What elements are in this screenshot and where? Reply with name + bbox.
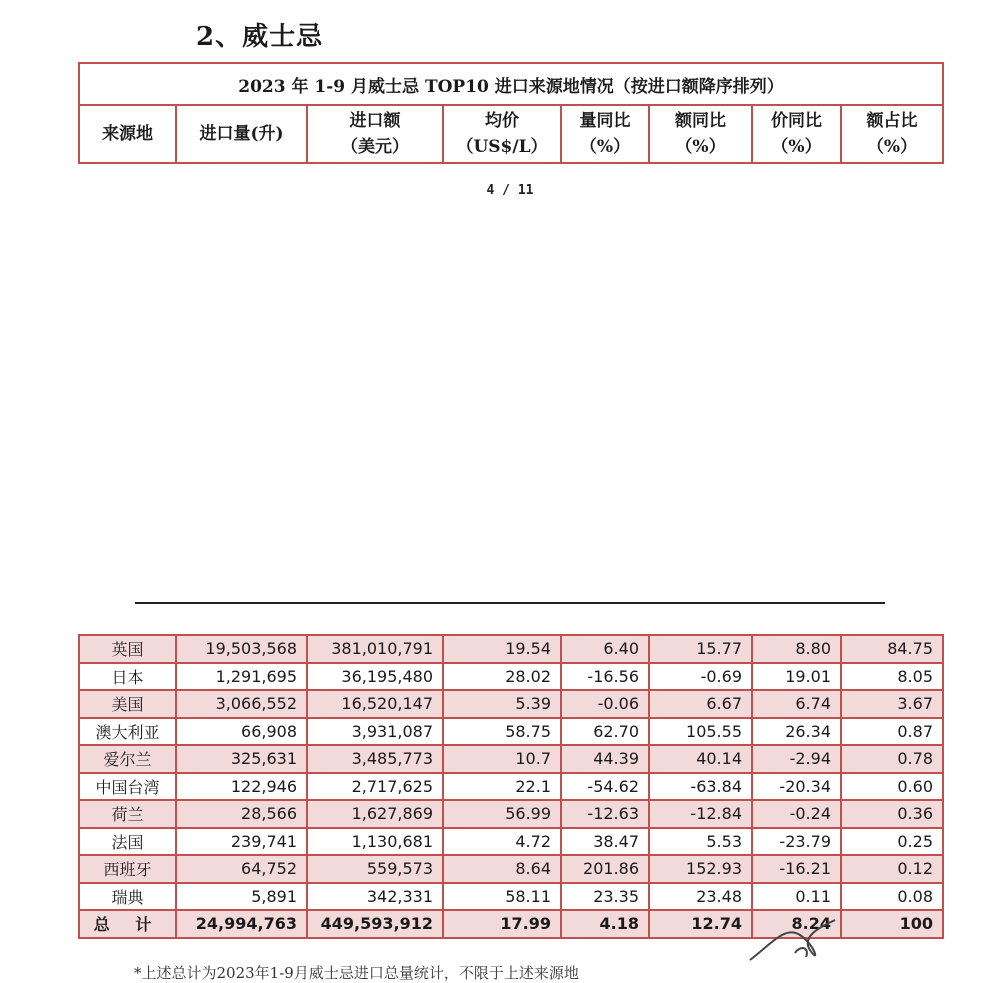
cell-amount: 559,573 [307, 855, 443, 883]
cell-share: 84.75 [841, 635, 943, 663]
pen-scribble [740, 905, 840, 975]
table-row [79, 690, 943, 718]
cell-avg-price: 22.1 [443, 773, 561, 801]
cell-price-yoy: -0.24 [752, 800, 841, 828]
column-header: 额占比 （%） [841, 105, 943, 163]
column-header: 均价 （US$/L） [443, 105, 561, 163]
cell-source: 爱尔兰 [79, 745, 176, 773]
column-header: 量同比 （%） [561, 105, 649, 163]
cell-price-yoy: 0.11 [752, 883, 841, 911]
table-row [79, 745, 943, 773]
cell-source: 西班牙 [79, 855, 176, 883]
cell-volume: 66,908 [176, 718, 307, 746]
cell-price-yoy: -2.94 [752, 745, 841, 773]
cell-amt-yoy: -63.84 [649, 773, 752, 801]
table-row [79, 800, 943, 828]
column-header: 进口量(升) [176, 105, 307, 163]
data-table [78, 634, 944, 939]
cell-share: 100 [841, 910, 943, 938]
cell-source: 中国台湾 [79, 773, 176, 801]
cell-amount: 381,010,791 [307, 635, 443, 663]
cell-amt-yoy: 40.14 [649, 745, 752, 773]
column-header: 来源地 [79, 105, 176, 163]
cell-share: 3.67 [841, 690, 943, 718]
cell-share: 8.05 [841, 663, 943, 691]
cell-share: 0.60 [841, 773, 943, 801]
cell-vol-yoy: 38.47 [561, 828, 649, 856]
cell-vol-yoy: 6.40 [561, 635, 649, 663]
cell-source: 澳大利亚 [79, 718, 176, 746]
cell-source: 英国 [79, 635, 176, 663]
footnote: *上述总计为2023年1-9月威士忌进口总量统计，不限于上述来源地 [134, 964, 579, 982]
cell-avg-price: 10.7 [443, 745, 561, 773]
cell-avg-price: 5.39 [443, 690, 561, 718]
cell-amt-yoy: 15.77 [649, 635, 752, 663]
cell-vol-yoy: -54.62 [561, 773, 649, 801]
cell-price-yoy: -23.79 [752, 828, 841, 856]
cell-avg-price: 8.64 [443, 855, 561, 883]
cell-amt-yoy: -12.84 [649, 800, 752, 828]
cell-price-yoy: 8.24 [752, 910, 841, 938]
table-row [79, 855, 943, 883]
cell-avg-price: 56.99 [443, 800, 561, 828]
cell-amt-yoy: 105.55 [649, 718, 752, 746]
cell-avg-price: 4.72 [443, 828, 561, 856]
cell-avg-price: 28.02 [443, 663, 561, 691]
column-header: 额同比 （%） [649, 105, 752, 163]
cell-volume: 3,066,552 [176, 690, 307, 718]
cell-amount: 449,593,912 [307, 910, 443, 938]
cell-volume: 325,631 [176, 745, 307, 773]
page-divider [135, 602, 885, 604]
cell-volume: 239,741 [176, 828, 307, 856]
cell-source: 美国 [79, 690, 176, 718]
cell-vol-yoy: -16.56 [561, 663, 649, 691]
cell-amount: 2,717,625 [307, 773, 443, 801]
cell-share: 0.78 [841, 745, 943, 773]
cell-vol-yoy: 4.18 [561, 910, 649, 938]
cell-price-yoy: -20.34 [752, 773, 841, 801]
page-number: 4 / 11 [486, 183, 534, 198]
cell-vol-yoy: 44.39 [561, 745, 649, 773]
cell-volume: 1,291,695 [176, 663, 307, 691]
cell-amount: 3,931,087 [307, 718, 443, 746]
cell-amt-yoy: 5.53 [649, 828, 752, 856]
table-row [79, 773, 943, 801]
cell-avg-price: 58.75 [443, 718, 561, 746]
cell-amt-yoy: 23.48 [649, 883, 752, 911]
cell-volume: 64,752 [176, 855, 307, 883]
cell-amount: 1,130,681 [307, 828, 443, 856]
cell-avg-price: 17.99 [443, 910, 561, 938]
cell-amt-yoy: 6.67 [649, 690, 752, 718]
cell-share: 0.12 [841, 855, 943, 883]
cell-price-yoy: 8.80 [752, 635, 841, 663]
cell-vol-yoy: 23.35 [561, 883, 649, 911]
table-row [79, 663, 943, 691]
cell-volume: 24,994,763 [176, 910, 307, 938]
cell-price-yoy: -16.21 [752, 855, 841, 883]
cell-vol-yoy: 62.70 [561, 718, 649, 746]
cell-source: 瑞典 [79, 883, 176, 911]
cell-volume: 5,891 [176, 883, 307, 911]
cell-amount: 3,485,773 [307, 745, 443, 773]
cell-source: 荷兰 [79, 800, 176, 828]
table-row [79, 718, 943, 746]
section-heading: 2、威士忌 [196, 22, 324, 52]
cell-volume: 19,503,568 [176, 635, 307, 663]
cell-amt-yoy: 12.74 [649, 910, 752, 938]
column-header: 价同比 （%） [752, 105, 841, 163]
cell-share: 0.25 [841, 828, 943, 856]
cell-vol-yoy: 201.86 [561, 855, 649, 883]
cell-share: 0.87 [841, 718, 943, 746]
cell-amount: 1,627,869 [307, 800, 443, 828]
cell-price-yoy: 19.01 [752, 663, 841, 691]
cell-avg-price: 58.11 [443, 883, 561, 911]
header-table [78, 62, 944, 164]
cell-source: 总 计 [79, 910, 176, 938]
cell-amt-yoy: -0.69 [649, 663, 752, 691]
cell-amount: 16,520,147 [307, 690, 443, 718]
cell-amount: 342,331 [307, 883, 443, 911]
cell-source: 日本 [79, 663, 176, 691]
table-row [79, 828, 943, 856]
cell-source: 法国 [79, 828, 176, 856]
cell-share: 0.08 [841, 883, 943, 911]
cell-amt-yoy: 152.93 [649, 855, 752, 883]
cell-volume: 122,946 [176, 773, 307, 801]
cell-volume: 28,566 [176, 800, 307, 828]
column-header: 进口额 （美元） [307, 105, 443, 163]
cell-vol-yoy: -12.63 [561, 800, 649, 828]
table-title: 2023 年 1-9 月威士忌 TOP10 进口来源地情况（按进口额降序排列） [79, 63, 943, 105]
cell-avg-price: 19.54 [443, 635, 561, 663]
cell-price-yoy: 6.74 [752, 690, 841, 718]
cell-price-yoy: 26.34 [752, 718, 841, 746]
table-row [79, 635, 943, 663]
cell-share: 0.36 [841, 800, 943, 828]
cell-amount: 36,195,480 [307, 663, 443, 691]
cell-vol-yoy: -0.06 [561, 690, 649, 718]
